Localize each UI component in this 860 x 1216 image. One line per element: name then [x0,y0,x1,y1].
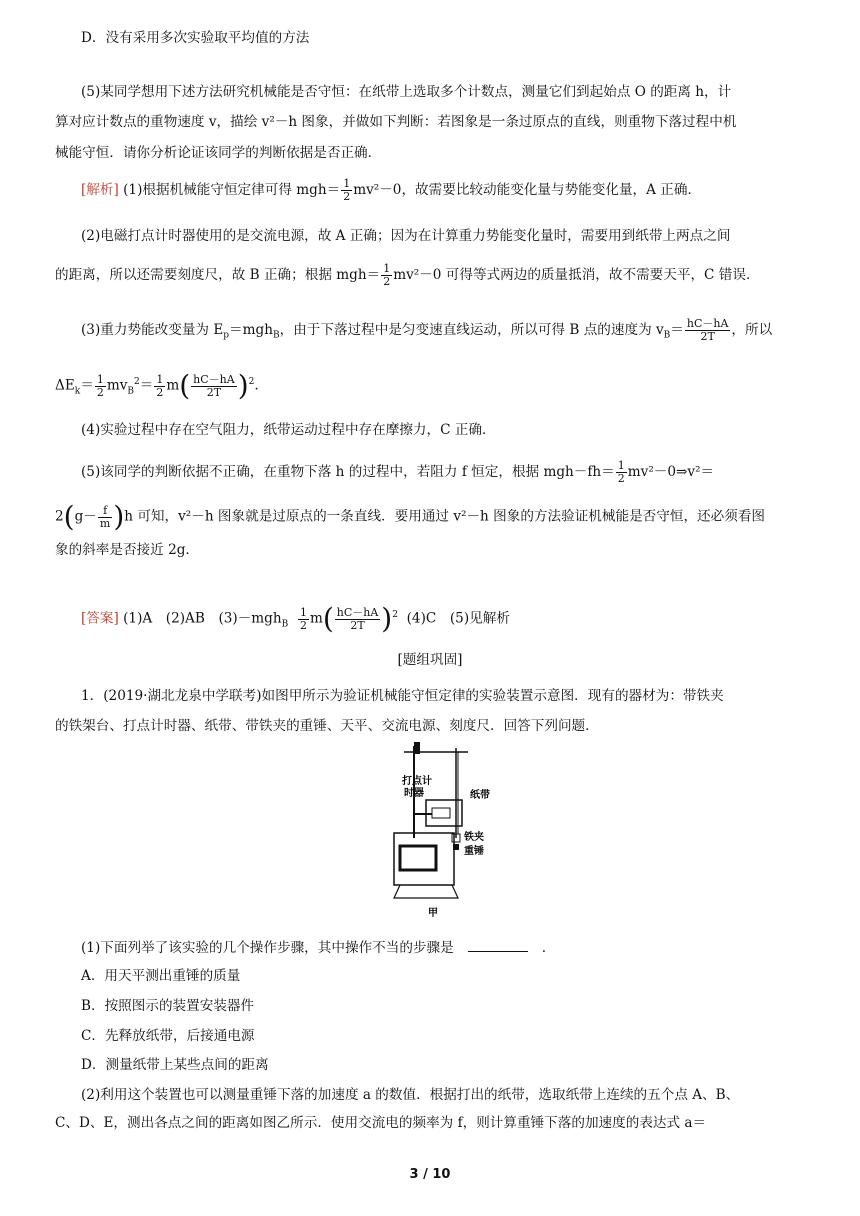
fraction-vb: $\frac{hC-hA}{2T}$ [686,317,729,343]
question5-line3: 械能守恒．请你分析论证该同学的判断依据是否正确． [55,145,382,161]
analysis-line5: $\Delta E_k=$ $\frac{1}{2}$ $mv_B^2=$ $\frac{1}{2}$ m( $\frac{hC-hA}{2T}$ )$^2$. [55,369,259,403]
figure-caption: 甲 [428,908,438,919]
option-a: A．用天平测出重锤的质量 [81,968,241,984]
option-d: D．测量纸带上某些点间的距离 [81,1057,269,1073]
label-timer: 打点计 [402,776,432,787]
analysis-tag: [解析] [81,182,119,198]
answer-blank[interactable] [468,937,528,952]
question1-line2: 的铁架台、打点计时器、纸带、带铁夹的重锤、天平、交流电源、刻度尺．回答下列问题． [55,718,599,734]
question1-part2-line1: (2)利用这个装置也可以测量重锤下落的加速度 a 的数值．根据打出的纸带，选取纸带上连续的五个点 A、B、 [81,1087,740,1103]
fraction-half: $\frac{1}{2}$ [383,262,391,288]
analysis-line8: 2(g－ $\frac{f}{m}$ )h 可知，v²－h 图象就是过原点的一条直线．要用通过 v²－h 图象的方法验证机械能是否守恒，还必须看图 [55,500,766,533]
question1-part1: (1)下面列举了该实验的几个操作步骤，其中操作不当的步骤是 . [81,937,815,958]
svg-text:时器: 时器 [404,788,424,799]
analysis-line6: (4)实验过程中存在空气阻力，纸带运动过程中存在摩擦力，C 正确． [81,422,496,438]
question1-line1: 1．(2019·湖北龙泉中学联考)如图甲所示为验证机械能守恒定律的实验装置示意图．现有的器材为：带铁夹 [81,688,724,704]
fraction-half: $\frac{1}{2}$ [343,177,351,203]
question1-part2-line2: C、D、E，测出各点之间的距离如图乙所示．使用交流电的频率为 f，则计算重锤下落的加速度的表达式 a＝ [55,1115,707,1131]
answer-line: [答案] (1)A (2)AB (3)－mgh$_B$ $\frac{1}{2}$ m( $\frac{hC-hA}{2T}$ )$^2$ (4)C (5)见解析 [81,602,510,636]
analysis-line4: (3)重力势能改变量为 $E_p=mgh_B$，由于下落过程中是匀变速直线运动，所以可得 B 点的速度为 $v_B=$ $\frac{hC-hA}{2T}$ ，所以 [81,317,773,343]
option-c: C．先释放纸带，后接通电源 [81,1028,255,1044]
answer-tag: [答案] [81,610,119,627]
analysis-line1: [解析] (1)根据机械能守恒定律可得 mgh＝ $\frac{1}{2}$ mv²－0，故需要比较动能变化量与势能变化量，A 正确． [81,177,702,203]
analysis-line3: 的距离，所以还需要刻度尺，故 B 正确；根据 mgh＝ $\frac{1}{2}$ mv²－0 可得等式两边的质量抵消，故不需要天平，C 错误． [55,262,760,288]
label-clamp: 铁夹 [464,832,484,843]
question5-line2: 算对应计数点的重物速度 v，描绘 v²－h 图象，并做如下判断：若图象是一条过原点的直线，则重物下落过程中机 [55,114,737,130]
question5-line1: (5)某同学想用下述方法研究机械能是否守恒：在纸带上选取多个计数点，测量它们到起始点 O 的距离 h，计 [81,84,732,100]
label-tape: 纸带 [470,790,490,801]
analysis-line2: (2)电磁打点计时器使用的是交流电源，故 A 正确；因为在计算重力势能变化量时，需要用到纸带上两点之间 [81,228,731,244]
option-b: B．按照图示的装置安装器件 [81,998,255,1014]
apparatus-figure [386,738,490,919]
section-heading: [题组巩固] [397,652,463,668]
analysis-line7: (5)该同学的判断依据不正确，在重物下落 h 的过程中，若阻力 f 恒定，根据 mgh－fh＝ $\frac{1}{2}$ mv²－0⇒v²＝ [81,459,715,485]
option-d-line: D．没有采用多次实验取平均值的方法 [81,30,310,46]
page-number: 3 / 10 [409,1167,451,1182]
analysis-line9: 象的斜率是否接近 2g． [55,542,200,558]
label-weight: 重锤 [464,846,484,857]
